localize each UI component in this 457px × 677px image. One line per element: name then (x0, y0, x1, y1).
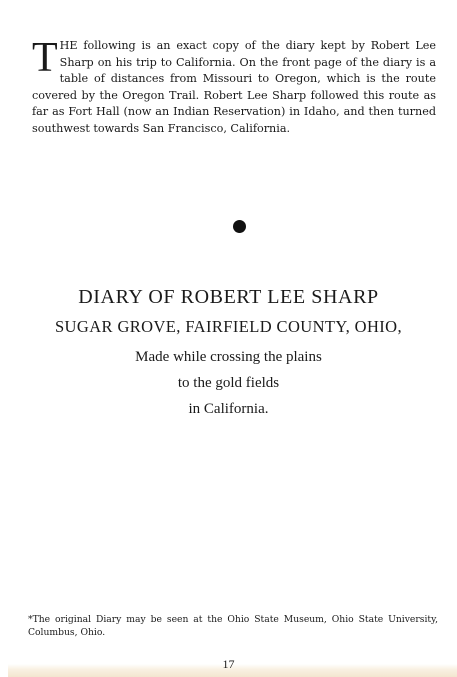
intro-paragraph (32, 35, 436, 138)
description-line-2: to the gold fields (177, 375, 280, 391)
diary-subtitle: SUGAR GROVE, FAIRFIELD COUNTY, OHIO, (54, 317, 402, 336)
intro-text: HE following is an exact copy of the diary kept by Robert Lee Sharp on his trip to California. On the front page of the diary is a table of distances from Missouri to Oregon, which is the route covered by the Oregon Trail. Robert Lee Sharp followed this route as far as Fort Hall (now an Indian Reservation) in Idaho, and then turned southwest towards San Francisco, California. (32, 39, 436, 135)
description-line-1: Made while crossing the plains (135, 349, 322, 365)
page-number: 17 (222, 657, 235, 671)
diary-title: DIARY OF ROBERT LEE SHARP (78, 286, 379, 308)
bullet-ornament-icon (233, 220, 246, 233)
footnote: *The original Diary may be seen at the Ohio State Museum, Ohio State University, Columbus, Ohio. (28, 614, 438, 638)
description-line-3: in California. (188, 401, 269, 417)
drop-cap: T (32, 35, 58, 81)
